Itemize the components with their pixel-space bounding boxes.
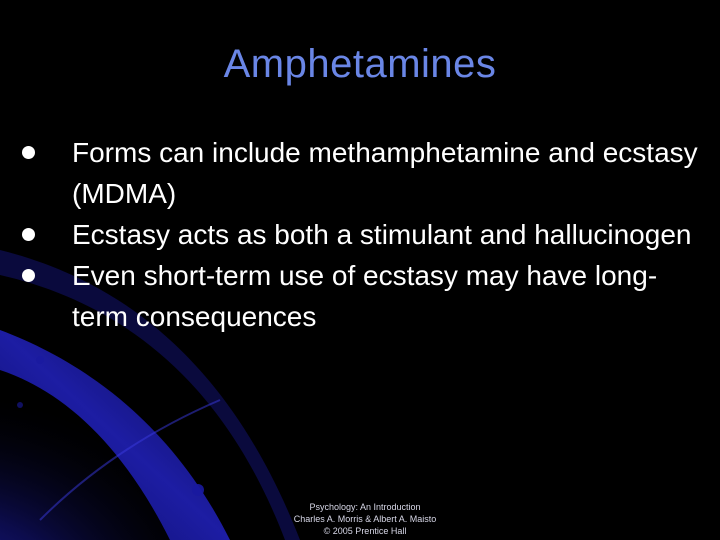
footer-authors: Charles A. Morris & Albert A. Maisto [293,514,437,524]
bullet-item [22,214,702,255]
slide-footer [260,501,470,537]
bullet-item [22,255,702,337]
bullet-text: Ecstasy acts as both a stimulant and hallucinogen [72,219,692,250]
footer-copyright: © 2005 Prentice Hall [323,526,407,536]
footer-book-title: Psychology: An Introduction [309,502,421,512]
bullet-dot-icon [22,228,35,241]
bullet-item [22,132,702,214]
bullet-text: Forms can include methamphetamine and ecstasy (MDMA) [72,137,698,209]
bullet-dot-icon [22,146,35,159]
bullet-dot-icon [22,269,35,282]
bullet-list [22,132,702,337]
bullet-text: Even short-term use of ecstasy may have long-term consequences [72,260,658,332]
slide-title: Amphetamines [223,42,497,86]
